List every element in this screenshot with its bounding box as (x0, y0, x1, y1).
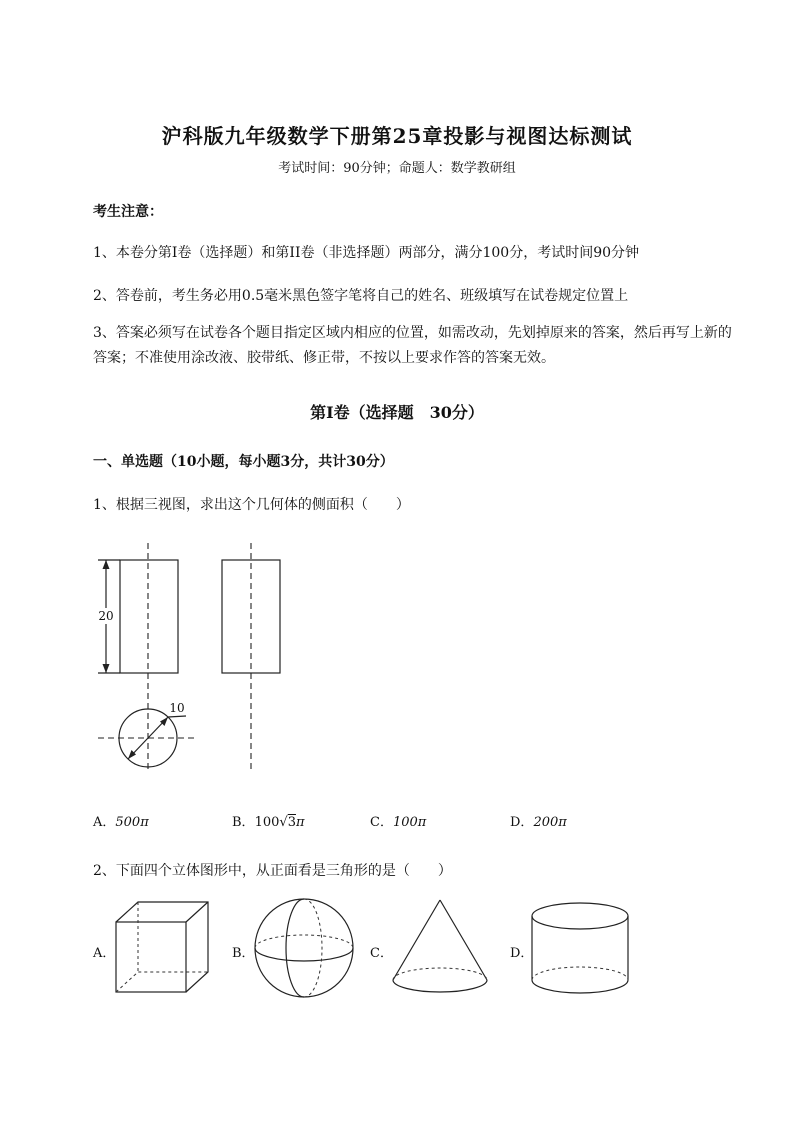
q1-option-c[interactable] (370, 811, 426, 830)
cone-icon[interactable] (390, 898, 490, 998)
question-2-stem: 2、下面四个立体图形中，从正面看是三角形的是（ ） (93, 863, 452, 879)
height-label: 20 (98, 609, 114, 623)
part-title: 第I卷（选择题 30分） (310, 403, 484, 422)
option-radicand: 3 (287, 815, 296, 830)
leader-line (168, 716, 186, 717)
q1-option-a[interactable] (93, 811, 149, 830)
option-letter: B． (232, 815, 255, 830)
notice-item-3: 3、答案必须写在试卷各个题目指定区域内相应的位置，如需改动，先划掉原来的答案，然后再写上新的答案；不准使用涂改液、胶带纸、修正带，不按以上要求作答的答案无效。 (93, 325, 732, 366)
cylinder-icon[interactable] (528, 900, 632, 1000)
section-title: 一、单选题（10小题，每小题3分，共计30分） (93, 454, 394, 470)
radical-sign: √ (279, 815, 288, 830)
q2-option-d-letter[interactable]: D． (510, 946, 534, 961)
q1-option-d[interactable] (510, 811, 567, 830)
q2-option-a-letter[interactable]: A． (93, 946, 116, 961)
cube-icon[interactable] (113, 900, 213, 995)
diameter-label: 10 (169, 701, 185, 715)
arrow-up (103, 560, 110, 569)
q2-option-b-letter[interactable]: B． (232, 946, 255, 961)
page-subtitle: 考试时间：90分钟；命题人：数学教研组 (278, 161, 516, 176)
notice-item-2: 2、答卷前，考生务必用0.5毫米黑色签字笔将自己的姓名、班级填写在试卷规定位置上 (93, 288, 629, 304)
option-value: 100π (392, 815, 427, 830)
option-value: 500π (115, 815, 149, 830)
option-value: 200π (533, 815, 567, 830)
option-value-prefix: 100 (254, 815, 280, 830)
question-1-stem: 1、根据三视图，求出这个几何体的侧面积（ ） (93, 497, 410, 513)
page-title: 沪科版九年级数学下册第25章投影与视图达标测试 (161, 124, 633, 148)
notice-heading: 考生注意： (93, 204, 163, 220)
sphere-icon[interactable] (252, 896, 356, 1000)
option-letter: C． (370, 815, 393, 830)
q2-option-c-letter[interactable]: C． (370, 946, 393, 961)
three-view-figure (90, 540, 290, 775)
arrow-down (103, 664, 110, 673)
option-letter: A． (93, 815, 116, 830)
option-letter: D． (510, 815, 534, 830)
q1-option-b[interactable] (232, 811, 305, 830)
notice-item-1: 1、本卷分第I卷（选择题）和第II卷（非选择题）两部分，满分100分，考试时间90分钟 (93, 245, 640, 261)
option-value-suffix: π (295, 815, 305, 830)
front-view-rect (120, 560, 178, 673)
